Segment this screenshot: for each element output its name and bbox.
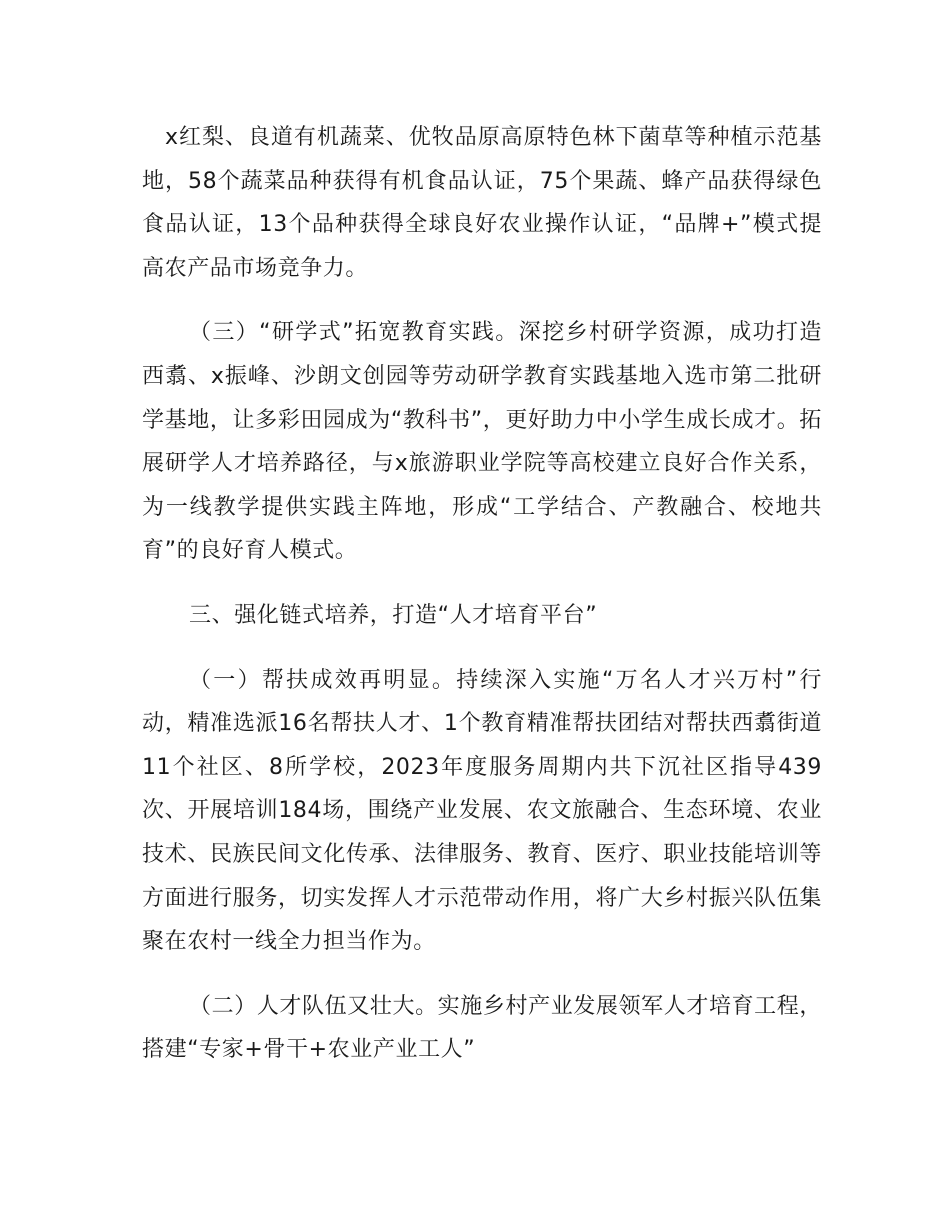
paragraph-continued-demonstration-bases: x红梨、良道有机蔬菜、优牧品原高原特色林下菌草等种植示范基地，58个蔬菜品种获得有机食品认证，75个果蔬、蜂产品获得绿色食品认证，13个品种获得全球良好农业操作认证，“品牌+”模式提高农产品市场竞争力。 xyxy=(142,125,822,281)
paragraph-talent-team-growth: （二）人才队伍又壮大。实施乡村产业发展领军人才培育工程，搭建“专家+骨干+农业产业工人” xyxy=(142,993,822,1063)
document-body xyxy=(142,116,822,1072)
paragraph-assistance-results: （一）帮扶成效再明显。持续深入实施“万名人才兴万村”行动，精准选派16名帮扶人才、1个教育精准帮扶团结对帮扶西翥街道11个社区、8所学校，2023年度服务周期内共下沉社区指导439次、开展培训184场，围绕产业发展、农文旅融合、生态环境、农业技术、民族民间文化传承、法律服务、教育、医疗、职业技能培训等方面进行服务，切实发挥人才示范带动作用，将广大乡村振兴队伍集聚在农村一线全力担当作为。 xyxy=(142,667,822,955)
paragraph-research-education-practice: （三）“研学式”拓宽教育实践。深挖乡村研学资源，成功打造西翥、x振峰、沙朗文创园等劳动研学教育实践基地入选市第二批研学基地，让多彩田园成为“教科书”，更好助力中小学生成长成才。拓展研学人才培养路径，与x旅游职业学院等高校建立良好合作关系，为一线教学提供实践主阵地，形成“工学结合、产教融合、校地共育”的良好育人模式。 xyxy=(142,320,822,564)
section-heading-talent-platform: 三、强化链式培养，打造“人才培育平台” xyxy=(189,602,598,628)
